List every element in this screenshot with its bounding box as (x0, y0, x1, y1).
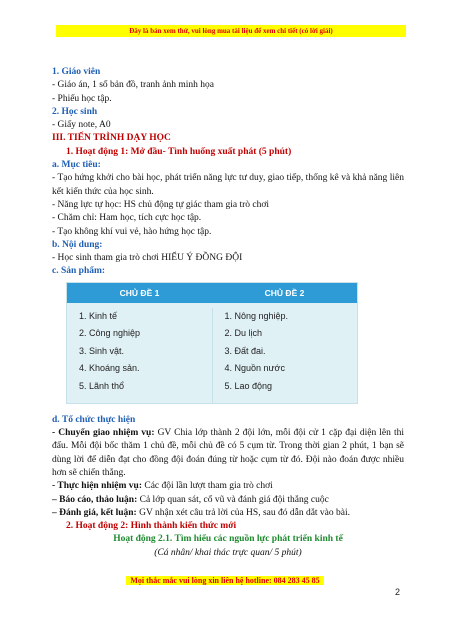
activity-1-heading: 1. Hoạt động 1: Mở đầu- Tình huống xuất phát (5 phút) (66, 146, 292, 157)
section-student-heading: 2. Học sinh (52, 106, 98, 117)
hotline-footer (0, 570, 450, 588)
text-line (52, 480, 404, 493)
list-item: 2. Du lịch (224, 328, 263, 339)
table-header-topic-1: CHỦ ĐỀ 1 (119, 287, 160, 298)
text-span: Cả lớp quan sát, cổ vũ và đánh giá đội thắng cuộc (137, 494, 329, 505)
organization-heading: d. Tổ chức thực hiện (52, 414, 136, 425)
text-span: GV nhận xét câu trả lời của HS, sau đó dẫn dắt vào bài. (136, 507, 350, 518)
list-item: 2. Công nghiệp (79, 328, 141, 339)
activity-2-1-subtitle: (Cá nhân/ khai thác trực quan/ 5 phút) (154, 547, 302, 558)
product-heading: c. Sản phẩm: (52, 266, 106, 277)
list-item: 4. Nguồn nước (224, 363, 285, 374)
list-item: 5. Lao động (224, 380, 273, 391)
page-number: 2 (395, 587, 401, 597)
text-span: GV Chia lớp thành 2 đội lớn, mỗi đội cử 1 cặp đại diện lên thi đấu. Mỗi đội bốc thăm 1 chủ đề, mỗi chủ đề có 5 cụm từ. Trong thời gian 2 phút, 1 bạn sẽ dùng lời để diễn đạt cho đồng đội đoán đúng từ hoặc cụm từ đó. Đội nào đoán được nhiều hơn sẽ chiến thắng. (52, 428, 404, 478)
section-teacher-heading: 1. Giáo viên (52, 67, 101, 77)
text-paragraph: - Tạo hứng khởi cho bài học, phát triển năng lực tư duy, giao tiếp, thống kê và khả năng liên kết kiến thức của học sinh. (52, 173, 404, 197)
text-line: - Giấy note, A0 (52, 120, 111, 131)
topic-table (66, 282, 358, 404)
label-report-discuss: – Báo cáo, thảo luận: (52, 494, 138, 505)
table-body (67, 303, 357, 403)
text-line: - Chăm chỉ: Ham học, tích cực học tập. (52, 213, 202, 224)
document-body (52, 66, 404, 560)
preview-banner: Đây là bản xem thử, vui lòng mua tài liệu để xem chi tiết (có lời giải) (56, 25, 406, 37)
text-paragraph (52, 427, 404, 480)
topic-2-column (212, 308, 358, 403)
list-item: 3. Sinh vật. (79, 345, 125, 356)
text-line: - Học sinh tham gia trò chơi HIỂU Ý ĐỒNG ĐỘI (52, 253, 243, 264)
text-line: - Tạo không khí vui vẻ, hào hứng học tập. (52, 226, 212, 237)
list-item: 4. Khoáng sản. (79, 363, 140, 374)
content-heading: b. Nội dung: (52, 239, 103, 250)
label-evaluate-conclude: – Đánh giá, kết luận: (52, 507, 137, 518)
list-item: 1. Kinh tế (79, 310, 118, 321)
section-iii-heading: III. TIẾN TRÌNH DẠY HỌC (52, 133, 171, 144)
topic-1-column (67, 308, 212, 403)
table-header-topic-2: CHỦ ĐỀ 2 (264, 287, 305, 298)
text-line (52, 507, 404, 520)
activity-2-heading: 2. Hoạt động 2: Hình thành kiến thức mới (66, 521, 237, 532)
label-assign-task: - Chuyển giao nhiệm vụ: (52, 428, 155, 439)
list-item: 3. Đất đai. (224, 345, 266, 356)
hotline-text: Mọi thắc mắc vui lòng xin liên hệ hotline: 084 283 45 85 (126, 576, 323, 585)
text-line: - Năng lực tự học: HS chủ động tự giác tham gia trò chơi (52, 199, 270, 210)
objectives-heading: a. Mục tiêu: (52, 160, 101, 171)
activity-2-1-heading: Hoạt động 2.1. Tìm hiểu các nguồn lực phát triển kinh tế (113, 534, 343, 545)
text-line: - Phiếu học tập. (52, 93, 112, 104)
list-item: 1. Nông nghiệp. (224, 310, 289, 321)
text-span: Các đội lần lượt tham gia trò chơi (142, 481, 273, 492)
list-item: 5. Lãnh thổ (79, 380, 125, 391)
label-perform-task: - Thực hiện nhiệm vụ: (52, 481, 142, 492)
table-header (67, 283, 357, 303)
text-line: - Giáo án, 1 số bản đồ, tranh ảnh minh họa (52, 80, 214, 91)
text-line (52, 494, 404, 507)
